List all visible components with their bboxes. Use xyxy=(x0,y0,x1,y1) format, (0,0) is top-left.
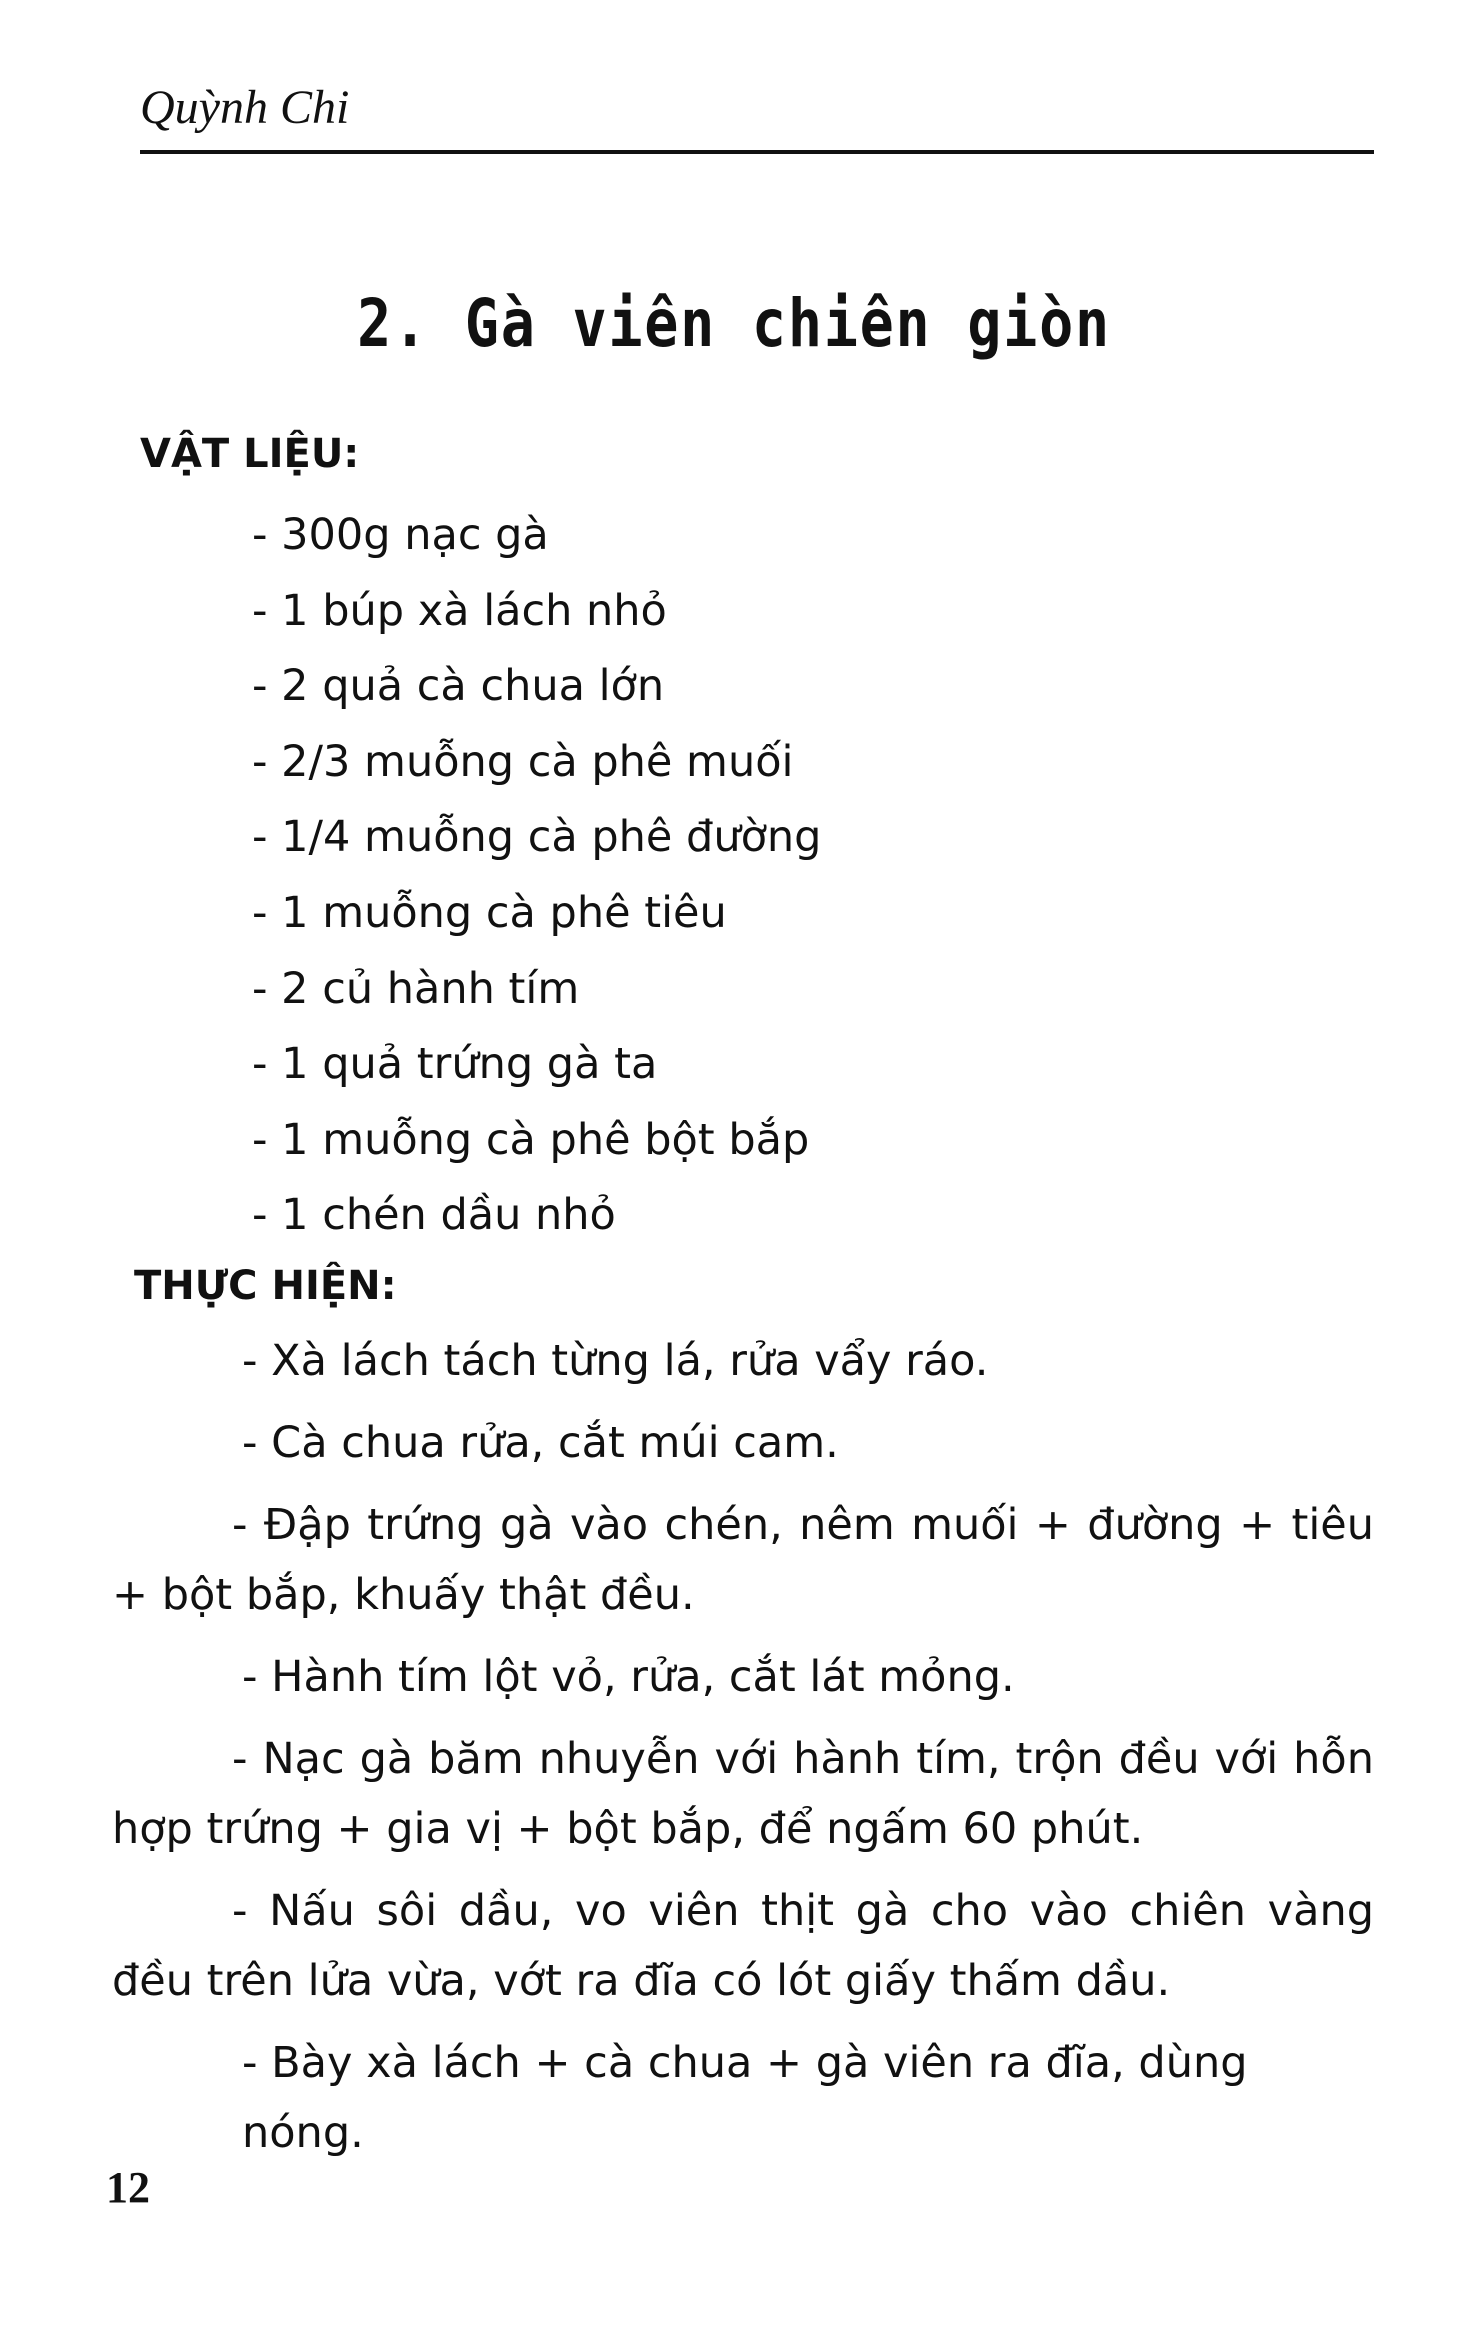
step-item: - Cà chua rửa, cắt múi cam. xyxy=(242,1418,839,1468)
step-item: - Nấu sôi dầu, vo viên thịt gà cho vào chiên vàng đều trên lửa vừa, vớt ra đĩa có lót giấy thấm dầu. xyxy=(112,1886,1374,2006)
ingredient-item: - 1/4 muỗng cà phê đường xyxy=(252,812,822,863)
step-item: - Đập trứng gà vào chén, nêm muối + đường + tiêu + bột bắp, khuấy thật đều. xyxy=(112,1500,1374,1620)
steps-list xyxy=(112,1326,1374,2180)
step-item: - Hành tím lột vỏ, rửa, cắt lát mỏng. xyxy=(242,1652,1015,1702)
ingredient-item: - 2/3 muỗng cà phê muối xyxy=(252,736,794,787)
ingredient-item: - 1 chén dầu nhỏ xyxy=(252,1190,616,1241)
page-number: 12 xyxy=(106,2163,150,2212)
ingredient-item: - 2 quả cà chua lớn xyxy=(252,661,665,712)
recipe-title: 2. Gà viên chiên giòn xyxy=(357,285,1111,362)
ingredient-item: - 2 củ hành tím xyxy=(252,963,580,1014)
ingredient-item: - 300g nạc gà xyxy=(252,510,549,560)
header-divider xyxy=(140,150,1374,154)
ingredient-item: - 1 muỗng cà phê bột bắp xyxy=(252,1114,810,1165)
ingredient-item: - 1 quả trứng gà ta xyxy=(252,1039,658,1090)
step-item: - Nạc gà băm nhuyễn với hành tím, trộn đều với hỗn hợp trứng + gia vị + bột bắp, để ngấm 60 phút. xyxy=(112,1734,1374,1854)
running-header-author: Quỳnh Chi xyxy=(140,81,350,134)
steps-heading: THỰC HIỆN: xyxy=(134,1263,397,1309)
step-item: - Bày xà lách + cà chua + gà viên ra đĩa, dùng nóng. xyxy=(242,2038,1248,2158)
ingredient-list xyxy=(252,498,821,1254)
materials-heading: VẬT LIỆU: xyxy=(140,431,360,477)
step-item: - Xà lách tách từng lá, rửa vẩy ráo. xyxy=(242,1336,989,1386)
ingredient-item: - 1 muỗng cà phê tiêu xyxy=(252,887,727,938)
ingredient-item: - 1 búp xà lách nhỏ xyxy=(252,585,667,636)
